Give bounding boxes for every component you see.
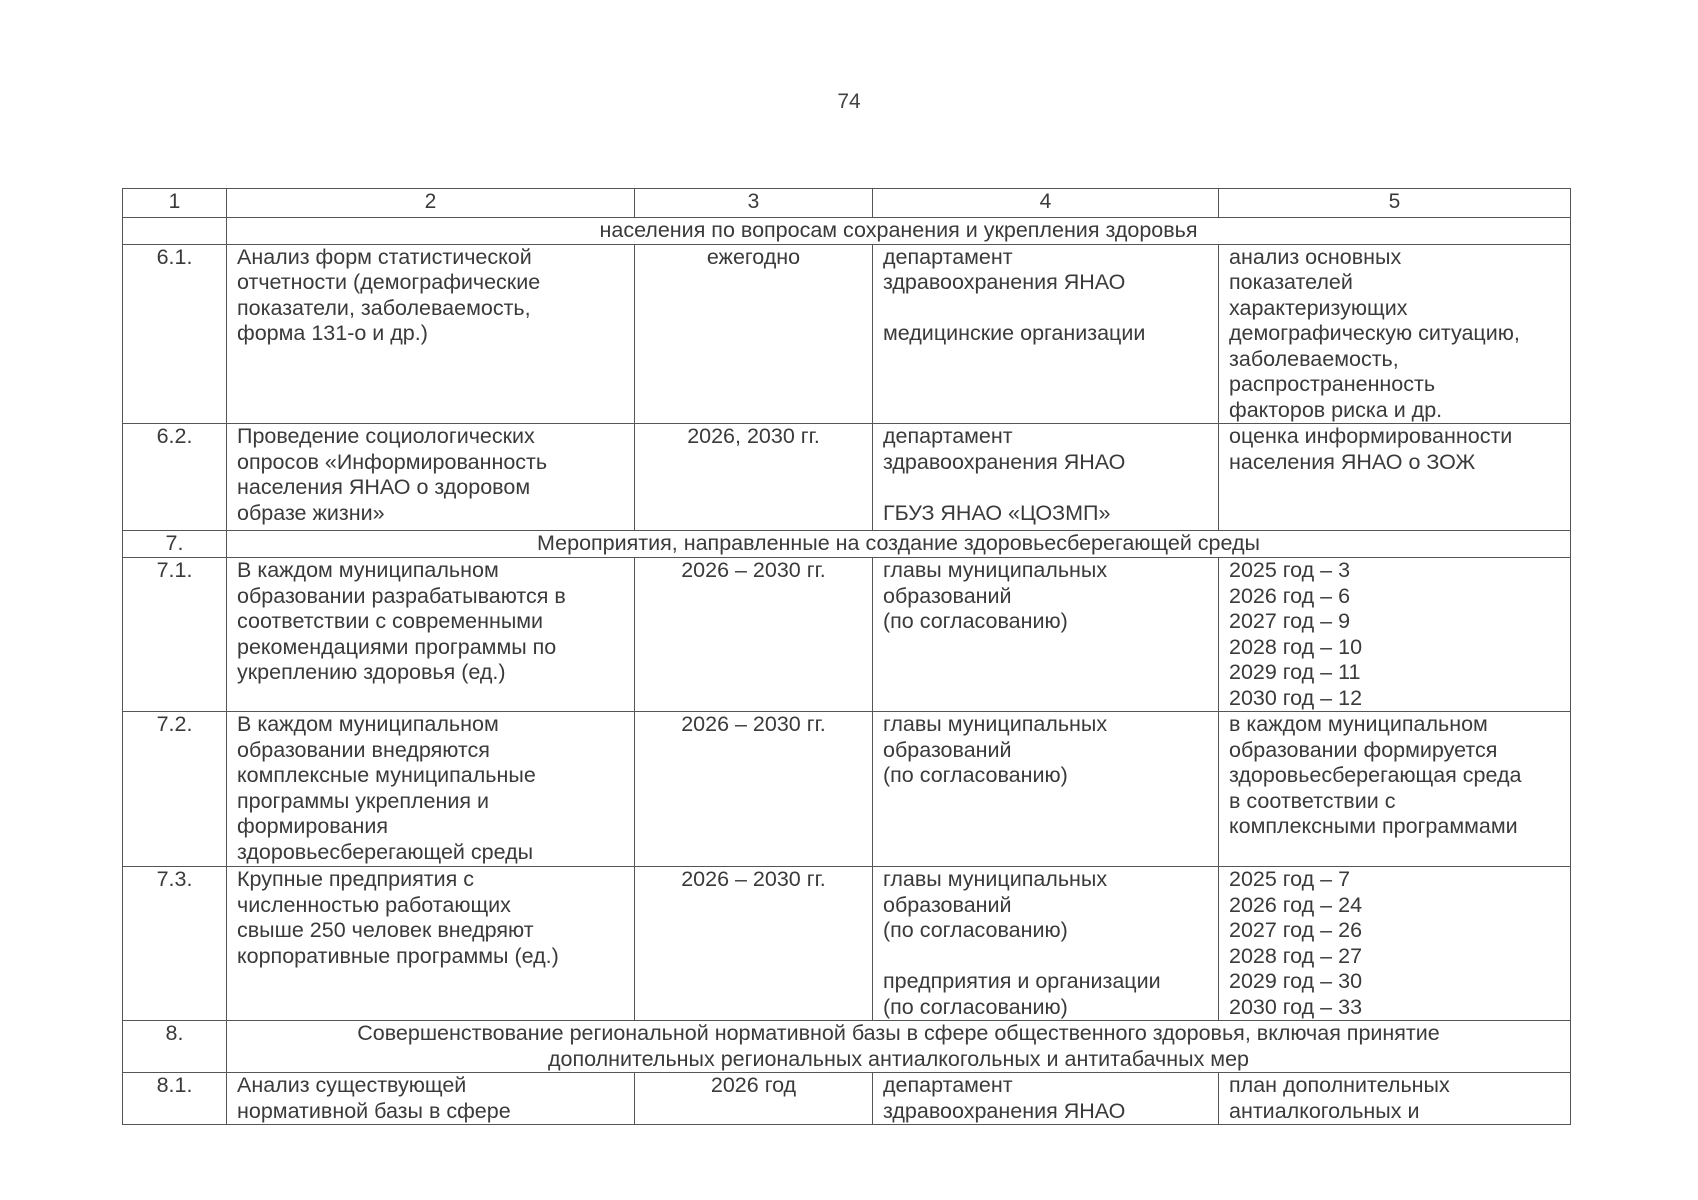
result-line: здоровьесберегающая среда xyxy=(1229,763,1522,787)
activity-cell xyxy=(227,558,635,712)
responsible-line: департамент xyxy=(883,244,1013,269)
term-cell: ежегодно xyxy=(635,244,873,424)
activity-line: Анализ существующей xyxy=(237,1073,467,1097)
responsible-line: здравоохранения ЯНАО xyxy=(883,1098,1126,1123)
result-line: 2026 год – 6 xyxy=(1229,583,1351,608)
result-line: 2025 год – 7 xyxy=(1229,867,1351,891)
activity-line: образе жизни» xyxy=(237,500,385,525)
activity-cell xyxy=(227,867,635,1021)
activity-line: здоровьесберегающей среды xyxy=(237,839,534,864)
activity-line: образовании внедряются xyxy=(237,737,490,762)
responsible-line: департамент xyxy=(883,424,1013,448)
result-line: 2028 год – 10 xyxy=(1229,634,1363,659)
result-cell xyxy=(1219,712,1571,867)
activity-cell xyxy=(227,1073,635,1125)
responsible-line: здравоохранения ЯНАО xyxy=(883,449,1126,474)
activity-line: образовании разрабатываются в xyxy=(237,583,566,608)
activity-line: рекомендациями программы по xyxy=(237,634,557,659)
page-number: 74 xyxy=(837,90,861,113)
result-line: заболеваемость, xyxy=(1229,346,1399,371)
result-line: в соответствии с xyxy=(1229,788,1396,813)
header-cell-3: 3 xyxy=(635,189,873,218)
responsible-line: предприятия и организации xyxy=(883,969,1161,993)
result-line: 2029 год – 30 xyxy=(1229,969,1363,993)
result-line: 2030 год – 33 xyxy=(1229,994,1363,1019)
responsible-cell xyxy=(873,558,1219,712)
responsible-line: (по согласованию) xyxy=(883,918,1068,942)
result-line: план дополнительных xyxy=(1229,1073,1450,1097)
section-title-continuation: населения по вопросам сохранения и укрепления здоровья xyxy=(227,218,1571,245)
table-row xyxy=(123,244,1571,424)
activity-cell xyxy=(227,424,635,531)
row-number: 8.1. xyxy=(123,1073,227,1125)
responsible-line: департамент xyxy=(883,1073,1013,1097)
responsible-line: главы муниципальных xyxy=(883,867,1108,891)
activity-line: численностью работающих xyxy=(237,892,511,917)
responsible-cell xyxy=(873,1073,1219,1125)
activity-line: соответствии с современными xyxy=(237,609,544,633)
result-line: 2028 год – 27 xyxy=(1229,943,1363,968)
activity-line: форма 131-о и др.) xyxy=(237,321,428,345)
header-cell-4: 4 xyxy=(873,189,1219,218)
responsible-line: здравоохранения ЯНАО xyxy=(883,270,1126,294)
activity-line: нормативной базы в сфере xyxy=(237,1098,511,1123)
section-title-line: Совершенствование региональной нормативной базы в сфере общественного здоровья, включая принятие xyxy=(357,1021,1440,1045)
activity-line: В каждом муниципальном xyxy=(237,712,499,736)
result-line: факторов риска и др. xyxy=(1229,397,1443,422)
responsible-cell xyxy=(873,244,1219,424)
responsible-line: главы муниципальных xyxy=(883,712,1108,736)
result-cell xyxy=(1219,424,1571,531)
activity-line: комплексные муниципальные xyxy=(237,763,536,787)
result-line: 2027 год – 26 xyxy=(1229,918,1363,942)
result-line: 2025 год – 3 xyxy=(1229,558,1351,582)
term-cell: 2026 год xyxy=(635,1073,873,1125)
activity-line: В каждом муниципальном xyxy=(237,558,499,582)
activity-line: формирования xyxy=(237,814,388,838)
section-continuation-row xyxy=(123,218,1571,245)
spacer xyxy=(883,296,1208,322)
result-line: показателей xyxy=(1229,270,1353,294)
table-row xyxy=(123,867,1571,1021)
spacer xyxy=(883,944,1208,970)
section-row xyxy=(123,1021,1571,1073)
row-number: 7.2. xyxy=(123,712,227,867)
result-line: 2029 год – 11 xyxy=(1229,660,1361,684)
result-line: комплексными программами xyxy=(1229,814,1518,838)
term-cell: 2026 – 2030 гг. xyxy=(635,712,873,867)
row-number: 6.1. xyxy=(123,244,227,424)
activity-line: Проведение социологических xyxy=(237,424,535,448)
result-line: антиалкогольных и xyxy=(1229,1098,1420,1123)
section-number: 7. xyxy=(123,531,227,558)
result-line: образовании формируется xyxy=(1229,737,1498,762)
section-title-line: дополнительных региональных антиалкогольных и антитабачных мер xyxy=(548,1046,1249,1071)
result-line: 2026 год – 24 xyxy=(1229,892,1363,917)
responsible-line: медицинские организации xyxy=(883,321,1146,345)
responsible-line: образований xyxy=(883,737,1012,762)
responsible-line: (по согласованию) xyxy=(883,609,1068,633)
header-cell-1: 1 xyxy=(123,189,227,218)
responsible-cell xyxy=(873,712,1219,867)
term-cell: 2026 – 2030 гг. xyxy=(635,558,873,712)
activity-line: отчетности (демографические xyxy=(237,270,541,294)
responsible-line: ГБУЗ ЯНАО «ЦОЗМП» xyxy=(883,500,1111,525)
term-cell: 2026 – 2030 гг. xyxy=(635,867,873,1021)
result-line: оценка информированности xyxy=(1229,424,1513,448)
table-header-row xyxy=(123,189,1571,218)
section-number: 8. xyxy=(123,1021,227,1073)
row-number: 7.3. xyxy=(123,867,227,1021)
activity-line: опросов «Информированность xyxy=(237,449,548,474)
responsible-line: образований xyxy=(883,892,1012,917)
responsible-line: образований xyxy=(883,583,1012,608)
header-cell-5: 5 xyxy=(1219,189,1571,218)
term-cell: 2026, 2030 гг. xyxy=(635,424,873,531)
table-row xyxy=(123,558,1571,712)
activity-line: укреплению здоровья (ед.) xyxy=(237,660,506,684)
empty-num-cell xyxy=(123,218,227,245)
spacer xyxy=(883,475,1208,501)
result-cell xyxy=(1219,558,1571,712)
result-line: демографическую ситуацию, xyxy=(1229,321,1520,345)
result-line: 2027 год – 9 xyxy=(1229,609,1351,633)
responsible-line: (по согласованию) xyxy=(883,994,1068,1019)
activity-line: программы укрепления и xyxy=(237,788,490,813)
activity-line: корпоративные программы (ед.) xyxy=(237,943,559,968)
activity-line: Крупные предприятия с xyxy=(237,867,474,891)
responsible-cell xyxy=(873,867,1219,1021)
result-line: 2030 год – 12 xyxy=(1229,685,1363,710)
result-line: распространенность xyxy=(1229,372,1436,396)
table-row xyxy=(123,424,1571,531)
result-cell xyxy=(1219,244,1571,424)
activity-line: Анализ форм статистической xyxy=(237,244,532,269)
result-line: анализ основных xyxy=(1229,244,1402,269)
table-row xyxy=(123,712,1571,867)
section-row xyxy=(123,531,1571,558)
row-number: 7.1. xyxy=(123,558,227,712)
header-cell-2: 2 xyxy=(227,189,635,218)
activity-cell xyxy=(227,244,635,424)
section-title: Мероприятия, направленные на создание здоровьесберегающей среды xyxy=(227,531,1571,558)
activity-line: свыше 250 человек внедряют xyxy=(237,918,534,942)
result-line: населения ЯНАО о ЗОЖ xyxy=(1229,449,1476,474)
activity-line: населения ЯНАО о здоровом xyxy=(237,475,531,499)
responsible-line: (по согласованию) xyxy=(883,763,1068,787)
result-line: в каждом муниципальном xyxy=(1229,712,1488,736)
responsible-cell xyxy=(873,424,1219,531)
activity-cell xyxy=(227,712,635,867)
row-number: 6.2. xyxy=(123,424,227,531)
action-plan-table xyxy=(122,188,1571,1125)
result-cell xyxy=(1219,867,1571,1021)
result-cell xyxy=(1219,1073,1571,1125)
table-row xyxy=(123,1073,1571,1125)
result-line: характеризующих xyxy=(1229,295,1408,320)
activity-line: показатели, заболеваемость, xyxy=(237,295,531,320)
responsible-line: главы муниципальных xyxy=(883,558,1108,582)
section-title xyxy=(227,1021,1571,1073)
